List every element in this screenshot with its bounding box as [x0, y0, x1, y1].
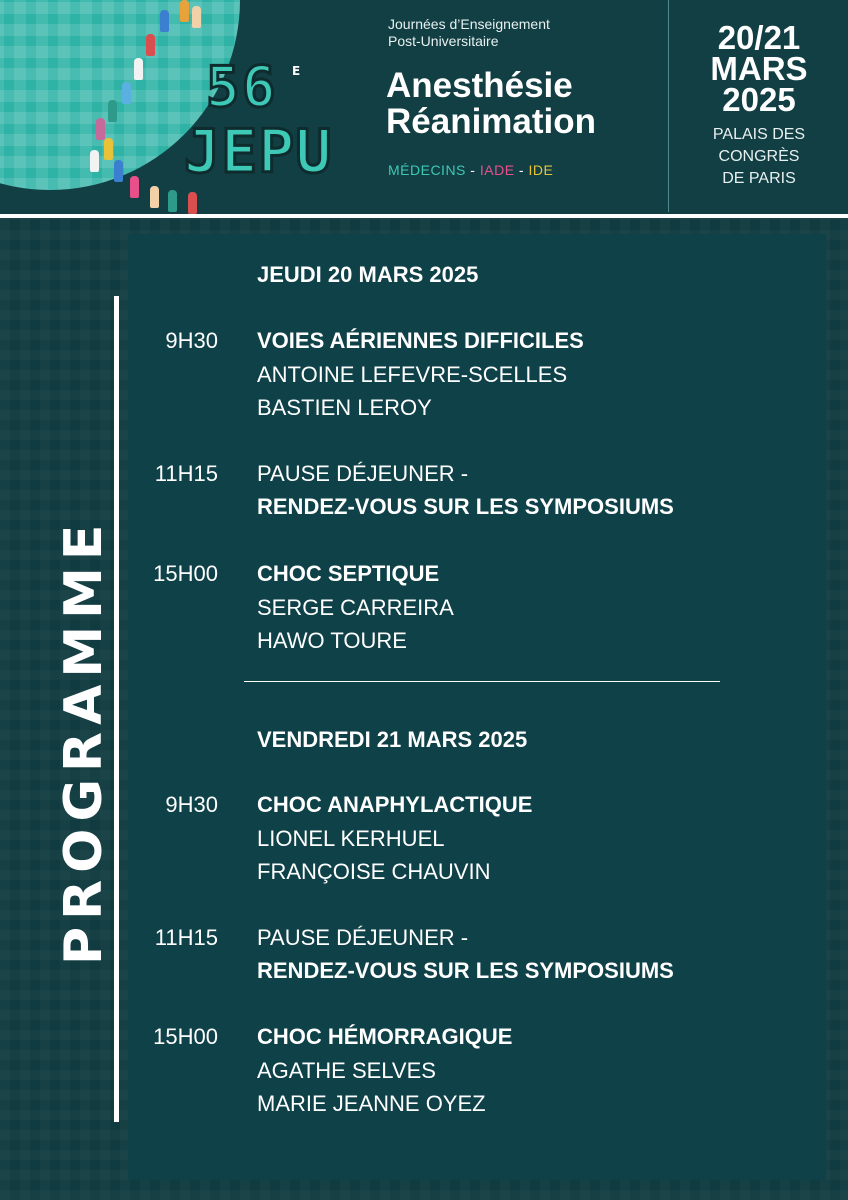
session-subtitle: RENDEZ-VOUS SUR LES SYMPOSIUMS — [257, 958, 674, 983]
audience-medecins: MÉDECINS — [388, 162, 466, 178]
session-time: 9H30 — [165, 792, 218, 817]
day-title: JEUDI 20 MARS 2025 — [257, 262, 479, 287]
audience-ide: IDE — [528, 162, 554, 178]
speaker-name: LIONEL KERHUEL — [257, 826, 445, 851]
title-line-2: Réanimation — [386, 102, 597, 141]
logo-edition-suffix: E — [292, 64, 301, 78]
venue-line-2: CONGRÈS — [718, 148, 800, 165]
session-time: 9H30 — [165, 328, 218, 353]
session-subtitle: RENDEZ-VOUS SUR LES SYMPOSIUMS — [257, 494, 674, 519]
speaker-name: ANTOINE LEFEVRE-SCELLES — [257, 362, 568, 387]
audience-separator: - — [514, 162, 529, 178]
event-venue — [670, 124, 848, 190]
speaker-name: MARIE JEANNE OYEZ — [257, 1091, 486, 1116]
dates-line-3: 2025 — [722, 81, 796, 118]
speaker-name: HAWO TOURE — [257, 628, 407, 653]
programme-label: PROGRAMME — [54, 517, 114, 965]
logo-word: JEPU — [184, 117, 333, 187]
event-subtitle — [388, 16, 550, 50]
subtitle-line-1: Journées d’Enseignement — [388, 16, 550, 32]
jepu-logo — [184, 55, 364, 187]
subtitle-line-2: Post-Universitaire — [388, 33, 499, 49]
title-line-1: Anesthésie — [386, 66, 573, 105]
speaker-name: FRANÇOISE CHAUVIN — [257, 859, 491, 884]
venue-line-3: DE PARIS — [722, 170, 796, 187]
speaker-name: SERGE CARREIRA — [257, 595, 454, 620]
session-time: 11H15 — [154, 925, 218, 950]
audience-list — [388, 162, 553, 178]
side-bar — [114, 296, 119, 1122]
session-title: CHOC ANAPHYLACTIQUE — [257, 792, 533, 817]
day-divider — [244, 681, 720, 682]
audience-separator: - — [465, 162, 480, 178]
audience-iade: IADE — [479, 162, 515, 178]
session-time: 15H00 — [153, 561, 218, 586]
venue-line-1: PALAIS DES — [712, 126, 806, 143]
dates-line-1: 20/21 — [717, 19, 801, 56]
speaker-name: AGATHE SELVES — [257, 1058, 436, 1083]
speaker-name: BASTIEN LEROY — [257, 395, 432, 420]
session-title: CHOC HÉMORRAGIQUE — [257, 1024, 513, 1049]
event-dates — [670, 19, 848, 118]
session-time: 11H15 — [154, 461, 218, 486]
session-title: PAUSE DÉJEUNER - — [257, 461, 469, 486]
event-title — [386, 68, 596, 140]
day-title: VENDREDI 21 MARS 2025 — [257, 727, 528, 752]
session-title: CHOC SEPTIQUE — [257, 561, 440, 586]
header-divider — [668, 0, 669, 212]
session-title: PAUSE DÉJEUNER - — [257, 925, 469, 950]
session-title: VOIES AÉRIENNES DIFFICILES — [257, 328, 584, 353]
header-banner — [0, 0, 848, 214]
dates-line-2: MARS — [710, 50, 808, 87]
session-time: 15H00 — [153, 1024, 218, 1049]
logo-edition-number: 56 — [206, 55, 278, 120]
